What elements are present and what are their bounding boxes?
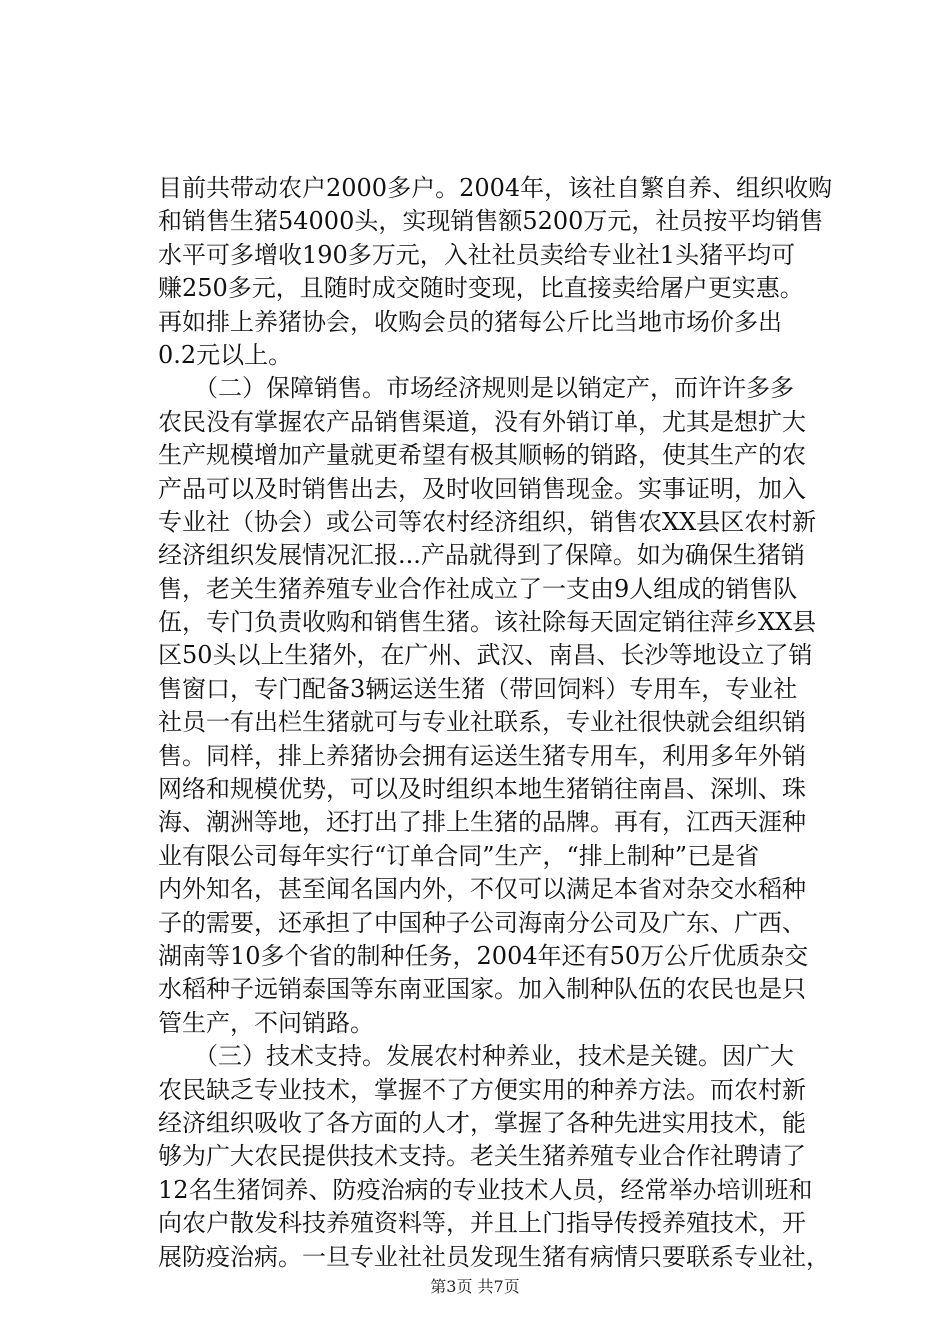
text-line: 向农户散发科技养殖资料等，并且上门指导传授养殖技术，开 [158,1209,806,1238]
text-line: 售，老关生猪养殖专业合作社成立了一支由9人组成的销售队 [158,574,798,603]
paragraph-start-line: （二）保障销售。市场经济规则是以销定产，而许许多多 [194,374,794,403]
text-line: 0.2元以上。 [158,340,293,369]
text-line: 业有限公司每年实行“订单合同”生产，“排上制种”已是省 [158,841,760,870]
text-line: 目前共带动农户2000多户。2004年，该社自繁自养、组织收购 [158,174,833,202]
text-line: 展防疫治病。一旦专业社社员发现生猪有病情只要联系专业社， [158,1242,830,1271]
paragraph-start-line: （三）技术支持。发展农村种养业，技术是关键。因广大 [194,1042,794,1071]
text-line: 售。同样，排上养猪协会拥有运送生猪专用车，利用多年外销 [158,741,806,770]
page-number-footer: 第3页 共7页 [430,1277,520,1296]
text-line: 社员一有出栏生猪就可与专业社联系，专业社很快就会组织销 [158,708,806,737]
text-line: 专业社（协会）或公司等农村经济组织，销售农XX县区农村新 [158,507,817,536]
text-line: 水平可多增收190多万元，入社社员卖给专业社1头猪平均可 [158,240,796,269]
text-line: 和销售生猪54000头，实现销售额5200万元，社员按平均销售 [158,207,824,236]
text-line: 够为广大农民提供技术支持。老关生猪养殖专业合作社聘请了 [158,1142,806,1171]
text-line: 农民没有掌握农产品销售渠道，没有外销订单，尤其是想扩大 [158,407,806,436]
text-line: 产品可以及时销售出去，及时收回销售现金。实事证明，加入 [158,474,806,503]
text-line: 海、潮洲等地，还打出了排上生猪的品牌。再有，江西天涯种 [158,808,806,837]
text-line: 再如排上养猪协会，收购会员的猪每公斤比当地市场价多出 [158,307,782,336]
text-line: 湖南等10多个省的制种任务，2004年还有50万公斤优质杂交 [158,941,809,970]
text-line: 经济组织吸收了各方面的人才，掌握了各种先进实用技术，能 [158,1108,806,1137]
text-line: 内外知名，甚至闻名国内外，不仅可以满足本省对杂交水稻种 [158,875,806,904]
text-line: 农民缺乏专业技术，掌握不了方便实用的种养方法。而农村新 [158,1075,806,1104]
text-line: 经济组织发展情况汇报...产品就得到了保障。如为确保生猪销 [158,541,805,570]
text-line: 售窗口，专门配备3辆运送生猪（带回饲料）专用车，专业社 [158,674,798,703]
text-line: 生产规模增加产量就更希望有极其顺畅的销路，使其生产的农 [158,441,806,470]
text-line: 网络和规模优势，可以及时组织本地生猪销往南昌、深圳、珠 [158,775,806,804]
text-line: 水稻种子远销泰国等东南亚国家。加入制种队伍的农民也是只 [158,975,806,1004]
text-line: 区50头以上生猪外，在广州、武汉、南昌、长沙等地设立了销 [158,641,813,670]
text-line: 赚250多元，且随时成交随时变现，比直接卖给屠户更实惠。 [158,274,804,303]
text-line: 12名生猪饲养、防疫治病的专业技术人员，经常举办培训班和 [158,1175,813,1204]
text-line: 管生产，不问销路。 [158,1008,374,1037]
text-line: 子的需要，还承担了中国种子公司海南分公司及广东、广西、 [158,908,806,937]
body-text [158,172,833,1274]
text-line: 伍，专门负责收购和销售生猪。该社除每天固定销往萍乡XX县 [158,608,817,637]
